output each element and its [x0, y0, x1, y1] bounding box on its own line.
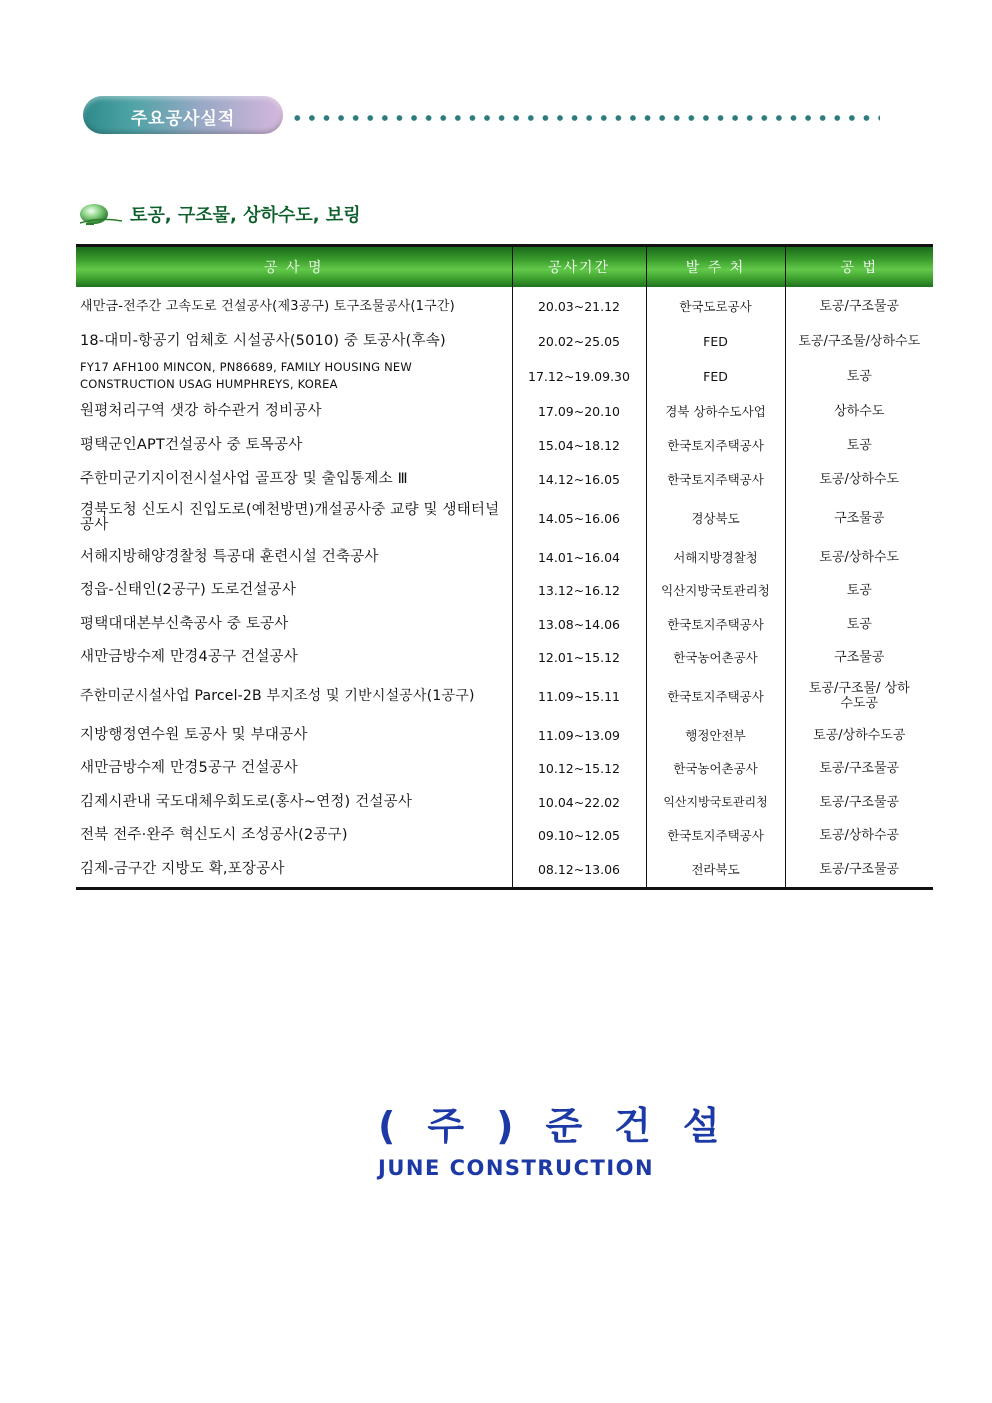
project-period: 20.03~21.12: [512, 287, 646, 325]
project-period: 17.12~19.09.30: [512, 357, 646, 395]
project-name: 정읍-신태인(2공구) 도로건설공사: [76, 574, 512, 607]
project-client: 경북 상하수도사업: [646, 395, 785, 428]
project-period: 14.01~16.04: [512, 540, 646, 574]
project-period: 13.08~14.06: [512, 607, 646, 641]
table-row: [76, 395, 933, 428]
project-period: 08.12~13.06: [512, 852, 646, 888]
project-name: 주한미군기지이전시설사업 골프장 및 출입통제소 Ⅲ: [76, 462, 512, 496]
project-client: 익산지방국토관리청: [646, 785, 785, 819]
project-client: 한국토지주택공사: [646, 428, 785, 462]
project-method: 토공/구조물공: [785, 785, 933, 819]
table-row: [76, 852, 933, 888]
table-row: [76, 752, 933, 785]
project-period: 10.12~15.12: [512, 752, 646, 785]
table-row: [76, 540, 933, 574]
project-period: 13.12~16.12: [512, 574, 646, 607]
table-header-row: [76, 246, 933, 288]
project-method: 토공/구조물공: [785, 752, 933, 785]
project-client: 한국농어촌공사: [646, 641, 785, 674]
project-period: 14.05~16.06: [512, 496, 646, 540]
project-name: 김제시관내 국도대체우회도로(홍사~연정) 건설공사: [76, 785, 512, 819]
project-client: 한국도로공사: [646, 287, 785, 325]
company-logo: [378, 1102, 752, 1180]
project-client: 익산지방국토관리청: [646, 574, 785, 607]
project-client: 전라북도: [646, 852, 785, 888]
column-header-name: 공 사 명: [76, 246, 512, 288]
project-name: 경북도청 신도시 진입도로(예천방면)개설공사중 교량 및 생태터널공사: [76, 496, 512, 540]
sphere-bullet-icon: [78, 201, 122, 227]
project-method: 토공/구조물/ 상하수도공: [785, 674, 933, 718]
project-name: 원평처리구역 샛강 하수관거 정비공사: [76, 395, 512, 428]
project-name: 새만금방수제 만경5공구 건설공사: [76, 752, 512, 785]
table-row: [76, 428, 933, 462]
project-name: 새만금방수제 만경4공구 건설공사: [76, 641, 512, 674]
table-row: [76, 607, 933, 641]
project-method: 토공/상하수도: [785, 540, 933, 574]
column-header-method: 공 법: [785, 246, 933, 288]
project-period: 11.09~15.11: [512, 674, 646, 718]
table-row: [76, 357, 933, 395]
table-row: [76, 785, 933, 819]
project-method: 상하수도: [785, 395, 933, 428]
column-header-client: 발 주 처: [646, 246, 785, 288]
project-method: 토공: [785, 428, 933, 462]
table-row: [76, 496, 933, 540]
project-method: 토공/상하수공: [785, 819, 933, 852]
project-client: 한국농어촌공사: [646, 752, 785, 785]
project-period: 12.01~15.12: [512, 641, 646, 674]
project-client: 서해지방경찰청: [646, 540, 785, 574]
table-row: [76, 287, 933, 325]
project-name: 새만금-전주간 고속도로 건설공사(제3공구) 토구조물공사(1구간): [76, 287, 512, 325]
project-name: 지방행정연수원 토공사 및 부대공사: [76, 718, 512, 752]
column-header-period: 공사기간: [512, 246, 646, 288]
project-client: 한국토지주택공사: [646, 607, 785, 641]
project-period: 17.09~20.10: [512, 395, 646, 428]
project-method: 토공/구조물공: [785, 852, 933, 888]
table-row: [76, 574, 933, 607]
project-client: 한국토지주택공사: [646, 819, 785, 852]
project-client: 경상북도: [646, 496, 785, 540]
project-client: 한국토지주택공사: [646, 674, 785, 718]
project-method: 토공: [785, 574, 933, 607]
project-client: FED: [646, 357, 785, 395]
project-method: 토공/구조물/상하수도: [785, 325, 933, 357]
projects-table: [76, 244, 933, 890]
project-client: 행정안전부: [646, 718, 785, 752]
table-row: [76, 325, 933, 357]
project-period: 14.12~16.05: [512, 462, 646, 496]
project-name: 김제-금구간 지방도 확,포장공사: [76, 852, 512, 888]
project-method: 토공/구조물공: [785, 287, 933, 325]
project-name: 전북 전주·완주 혁신도시 조성공사(2공구): [76, 819, 512, 852]
project-method: 토공/상하수도: [785, 462, 933, 496]
project-name: 평택대대본부신축공사 중 토공사: [76, 607, 512, 641]
table-row: [76, 718, 933, 752]
project-period: 11.09~13.09: [512, 718, 646, 752]
project-client: 한국토지주택공사: [646, 462, 785, 496]
project-name: 평택군인APT건설공사 중 토목공사: [76, 428, 512, 462]
project-period: 10.04~22.02: [512, 785, 646, 819]
project-period: 09.10~12.05: [512, 819, 646, 852]
project-name: 주한미군시설사업 Parcel-2B 부지조성 및 기반시설공사(1공구): [76, 674, 512, 718]
project-method: 토공/상하수도공: [785, 718, 933, 752]
section-header-title: 주요공사실적: [130, 109, 236, 129]
project-period: 20.02~25.05: [512, 325, 646, 357]
table-row: [76, 641, 933, 674]
project-name: 서해지방해양경찰청 특공대 훈련시설 건축공사: [76, 540, 512, 574]
company-name-english: JUNE CONSTRUCTION: [378, 1156, 655, 1180]
table-row: [76, 674, 933, 718]
dotted-divider: [290, 114, 880, 122]
project-name: FY17 AFH100 MINCON, PN86689, FAMILY HOUSING NEW CONSTRUCTION USAG HUMPHREYS, KOREA: [76, 357, 512, 395]
section-title: 토공, 구조물, 상하수도, 보링: [130, 205, 361, 226]
project-method: 구조물공: [785, 496, 933, 540]
section-header-pill: [83, 96, 283, 134]
project-period: 15.04~18.12: [512, 428, 646, 462]
project-method: 구조물공: [785, 641, 933, 674]
table-row: [76, 819, 933, 852]
project-name: 18-대미-항공기 엄체호 시설공사(5010) 중 토공사(후속): [76, 325, 512, 357]
company-name-korean: (주)준건설: [378, 1104, 752, 1148]
project-client: FED: [646, 325, 785, 357]
project-method: 토공: [785, 357, 933, 395]
table-row: [76, 462, 933, 496]
project-method: 토공: [785, 607, 933, 641]
